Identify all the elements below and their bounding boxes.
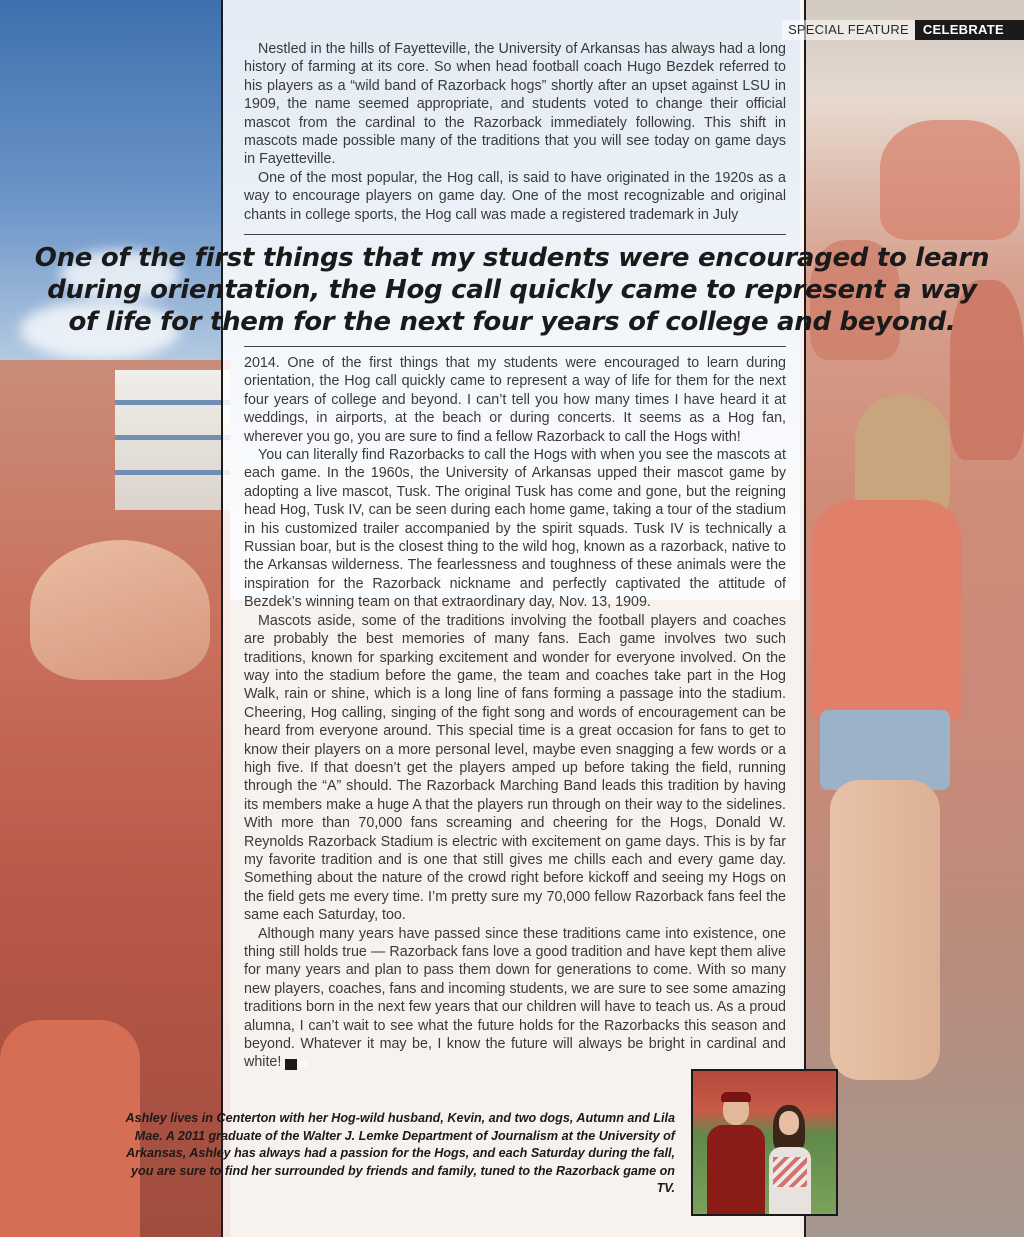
category-label: CELEBRATE — [915, 20, 1024, 40]
pull-quote: One of the first things that my students were encouraged to learn during orientation, the Hog call quickly came to represent a way of life for them for the next four years of college and beyond. — [34, 243, 990, 337]
paragraph — [244, 925, 786, 1072]
divider-bottom — [244, 346, 786, 347]
paragraph: One of the most popular, the Hog call, is said to have originated in the 1920s as a way to encourage players on game day. One of the most recognizable and original chants in college sports, the Hog call was made a registered trademark in July — [244, 169, 786, 223]
article-body — [244, 354, 786, 1072]
section-label: SPECIAL FEATURE — [782, 20, 915, 40]
author-photo — [691, 1069, 838, 1216]
article-intro — [244, 40, 786, 224]
section-header — [782, 20, 1024, 40]
paragraph: Nestled in the hills of Fayetteville, the University of Arkansas has always had a long history of farming at its core. So when head football coach Hugo Bezdek referred to his players as a “wild band of Razorback hogs” shortly after an upset against LSU in 1909, the name seemed appropriate, and students voted to change their official mascot from the cardinal to the Razorback immediately following. This shift in mascots made possible many of the traditions that you will see today on game days in Fayetteville. — [244, 41, 786, 168]
paragraph: Mascots aside, some of the traditions involving the football players and coaches are probably the best memories of many fans. Each game involves two such traditions, known for sparking excitement and wonder for everyone involved. On the way into the stadium before the game, the team and coaches take part in the Hog Walk, rain or shine, which is a long line of fans forming a passage into the stadium. Cheering, Hog calling, singing of the fight song and words of encouragement can be heard from everyone around. This special time is a great occasion for fans to get to know their players on a more personal level, maybe even snagging a few words or a high five. If that doesn’t get the players amped up before taking the field, running through the “A” should. The Razorback Marching Band leads this tradition by having its members make a huge A that the players run through on their way to the sidelines. With more than 70,000 fans screaming and cheering for the Hogs, Donald W. Reynolds Razorback Stadium is electric with excitement on game days. This is by far my favorite tradition and is one that still gives me chills each and every game day. Something about the nature of the crowd right before kickoff and seeing my Hogs on the field gets me every time. I’m pretty sure my 70,000 fellow Razorback fans feel the same each Saturday, too. — [244, 612, 786, 924]
end-mark-icon: CI — [285, 1059, 297, 1070]
closing-text: Although many years have passed since these traditions came into existence, one thing still holds true — Razorback fans love a good tradition and have kept them alive for many years and plan to pass them down for generations to come. With so many new players, coaches, fans and incoming students, we are sure to see some amazing traditions born in the next few years that our children will have to teach us. As a proud alumna, I can’t wait to see what the future holds for the Razorbacks this season and beyond. Whatever it may be, I know the future will always be bright in cardinal and white! — [244, 925, 786, 1071]
divider-top — [244, 234, 786, 235]
author-bio: Ashley lives in Centerton with her Hog-wild husband, Kevin, and two dogs, Autumn and Lila Mae. A 2011 graduate of the Walter J. Lemke Department of Journalism at the University of Arkansas, Ashley has always had a passion for the Hogs, and each Saturday during the fall, you are sure to find her surrounded by friends and family, tuned to the Razorback game on TV. — [125, 1111, 675, 1196]
paragraph: You can literally find Razorbacks to call the Hogs with when you see the mascots at each game. In the 1960s, the University of Arkansas upped their mascot game by adopting a live mascot, Tusk. The original Tusk has come and gone, but the reigning head Hog, Tusk IV, can be seen during each home game, taking a tour of the stadium in his customized trailer accompanied by the spirit squads. Tusk IV is technically a Russian boar, but is the closest thing to the wild hog, known as a razorback, native to the Arkansas wilderness. The fearlessness and toughness of these animals were the inspiration for the Razorback nickname and perfectly captivated the attitude of Bezdek’s winning team on that extraordinary day, Nov. 13, 1909. — [244, 447, 786, 611]
paragraph: 2014. One of the first things that my students were encouraged to learn during orientation, the Hog call quickly came to represent a way of life for them for the next four years of college and beyond. I can’t tell you how many times I have heard it at weddings, in airports, at the beach or during concerts. It seems as a Hog fan, wherever you go, you are sure to find a fellow Razorback to call the Hogs with! — [244, 355, 786, 445]
